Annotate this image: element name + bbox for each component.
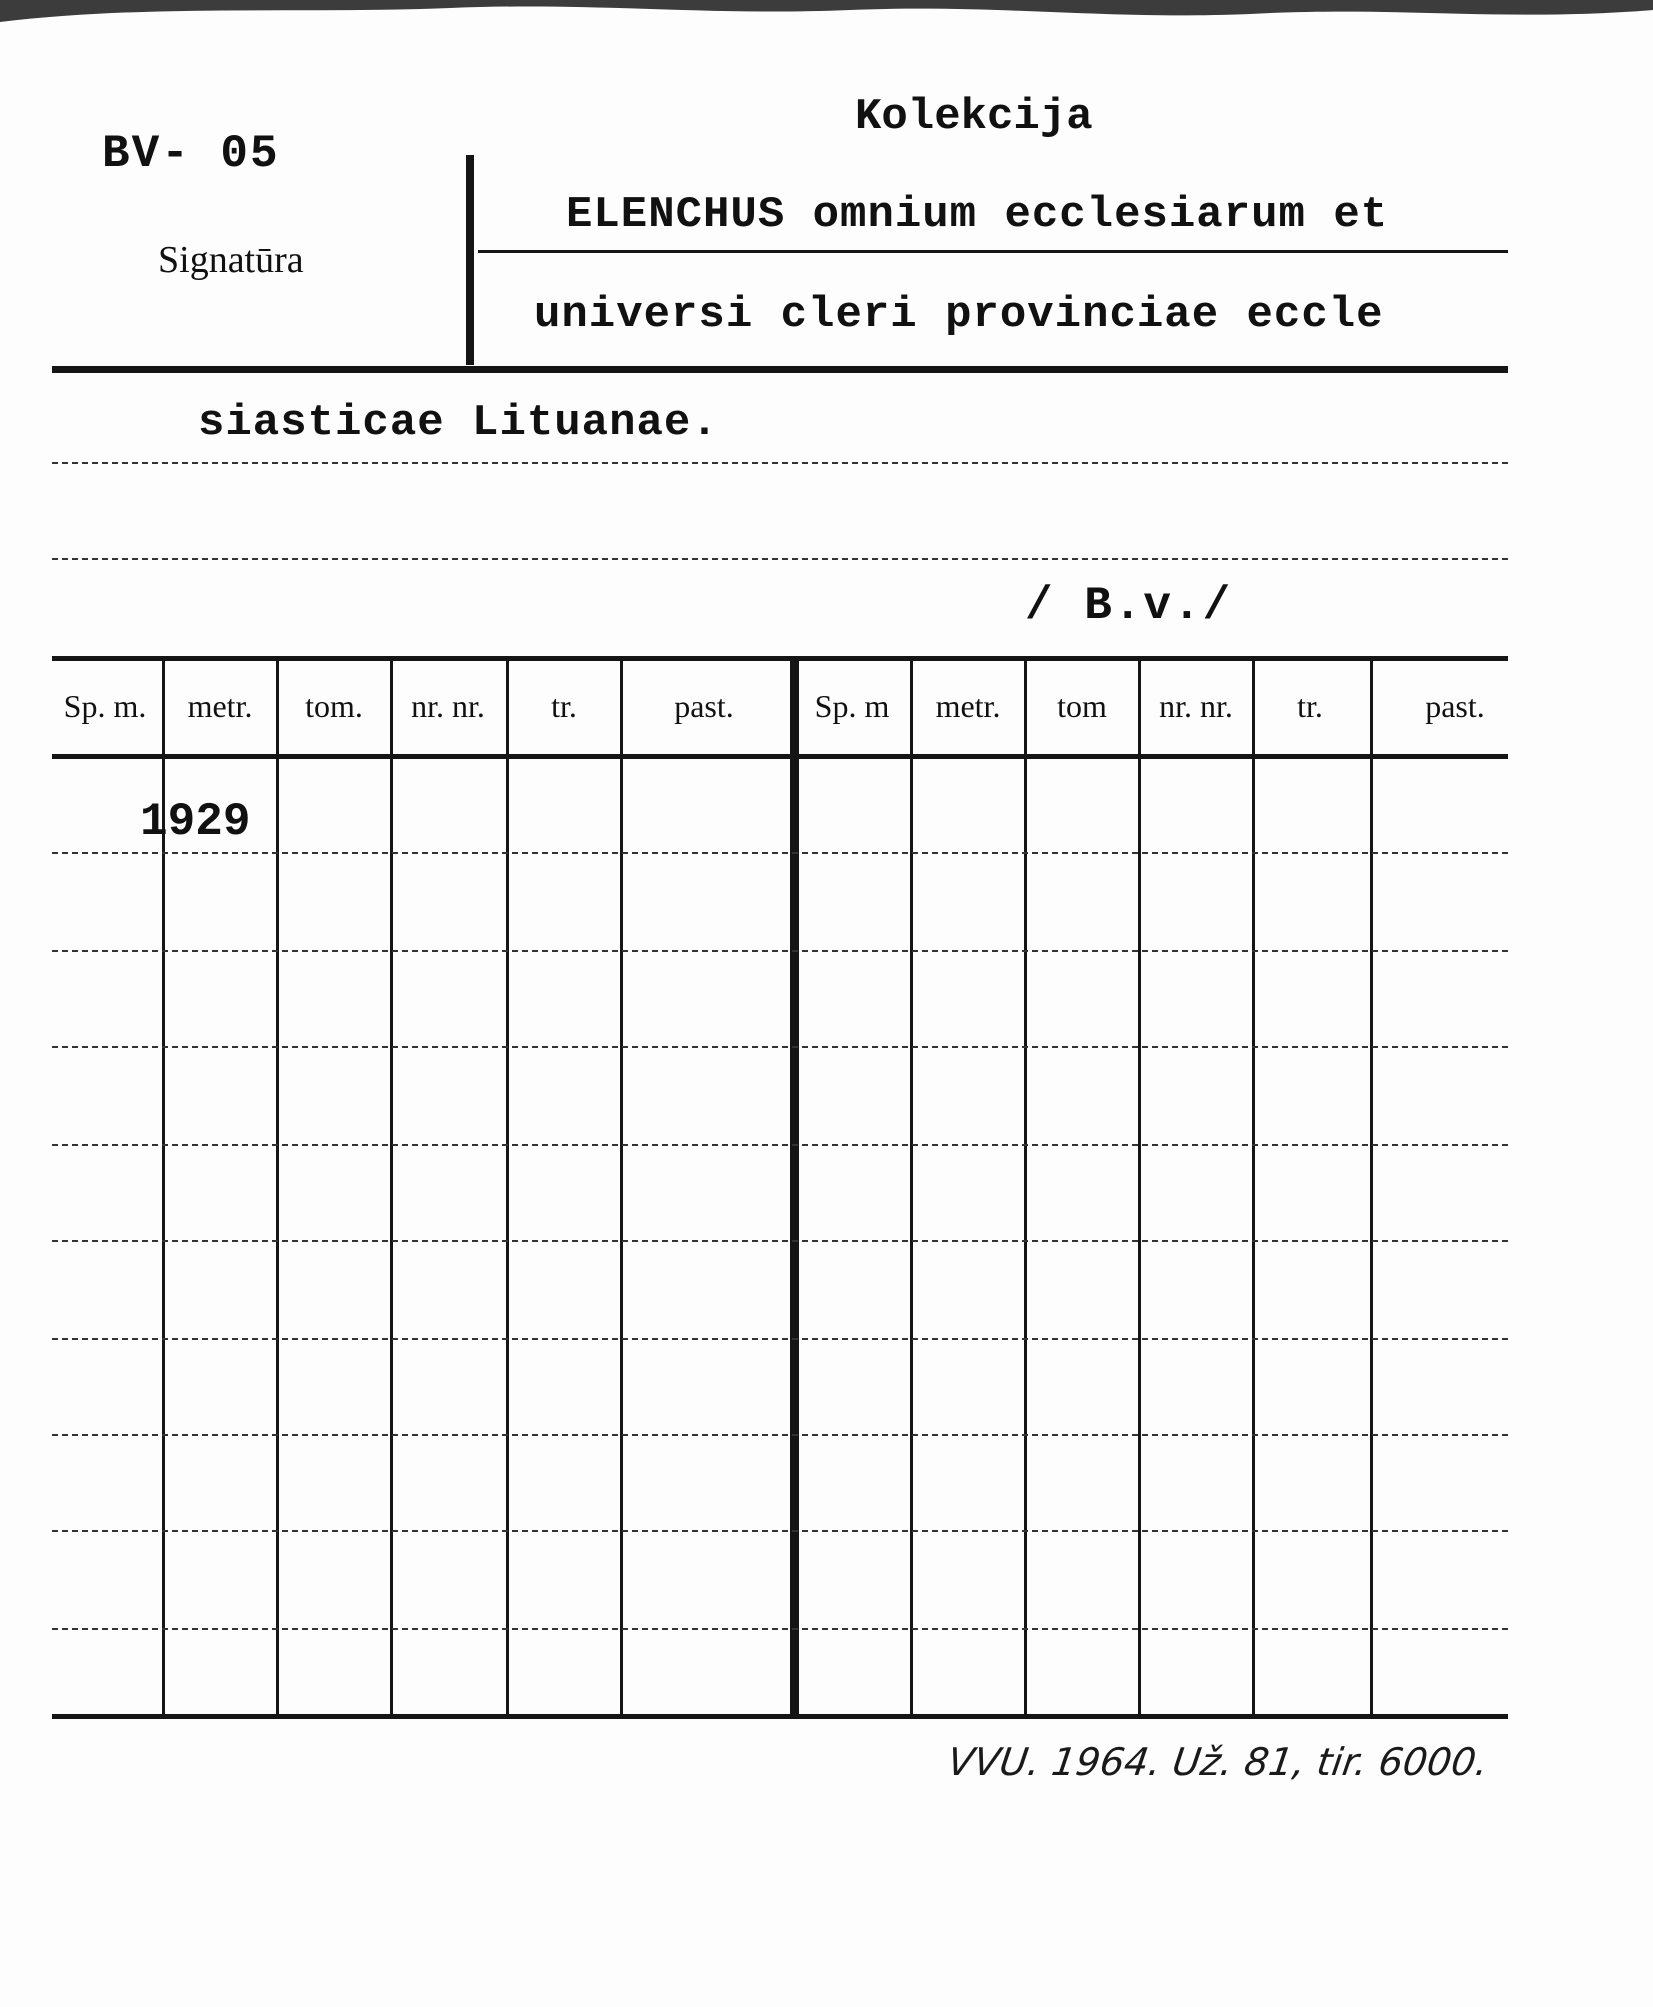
title-line-2: universi cleri provinciae eccle (534, 290, 1384, 340)
column-divider (1024, 661, 1027, 1714)
header-bottom-rule (52, 366, 1508, 373)
table-cell-entry: 1929 (140, 796, 251, 848)
signature-label: Signatūra (158, 239, 304, 281)
column-header-nr-nr-2: nr. nr. (1159, 688, 1233, 724)
table-row-line (52, 852, 1508, 854)
table-row-line (52, 1046, 1508, 1048)
column-header-sp-m-2: Sp. m (814, 688, 890, 724)
column-divider (506, 661, 509, 1714)
title-underline-1 (478, 250, 1508, 253)
archive-note: VVU. 1964. Už. 81, tir. 6000. (944, 1740, 1491, 1784)
table-row-line (52, 1530, 1508, 1532)
title-line-1: ELENCHUS omnium ecclesiarum et (566, 190, 1389, 240)
column-header-metr-2: metr. (935, 688, 1001, 724)
signature-code: BV- 05 (102, 128, 280, 180)
column-header-tr-2: tr. (1297, 688, 1323, 724)
torn-top-edge (0, 0, 1653, 40)
column-divider (1370, 661, 1373, 1714)
collection-label: Kolekcija (855, 92, 1093, 142)
blank-line (52, 558, 1508, 560)
table-row-line (52, 950, 1508, 952)
column-divider (790, 661, 799, 1714)
column-header-past: past. (674, 688, 734, 724)
column-header-sp-m: Sp. m. (63, 688, 147, 724)
table-row-line (52, 1434, 1508, 1436)
table-header-rule (52, 754, 1508, 759)
table-row-line (52, 1628, 1508, 1630)
table-row-line (52, 1144, 1508, 1146)
fond-code: / B.v./ (1025, 580, 1233, 632)
column-divider (1252, 661, 1255, 1714)
title-line-3: siasticae Lituanae. (198, 398, 719, 448)
column-divider (910, 661, 913, 1714)
column-header-metr: metr. (187, 688, 253, 724)
column-header-nr-nr: nr. nr. (411, 688, 485, 724)
table-top-rule (52, 656, 1508, 661)
header-vertical-divider (466, 155, 474, 365)
column-divider (1138, 661, 1141, 1714)
table-bottom-rule (52, 1714, 1508, 1719)
title-underline-3 (52, 462, 1508, 464)
column-divider (390, 661, 393, 1714)
column-header-tom: tom. (305, 688, 363, 724)
table-row-line (52, 1338, 1508, 1340)
table-row-line (52, 1240, 1508, 1242)
column-divider (276, 661, 279, 1714)
column-header-tom-2: tom (1057, 688, 1107, 724)
column-header-past-2: past. (1425, 688, 1485, 724)
column-divider (620, 661, 623, 1714)
column-header-tr: tr. (551, 688, 577, 724)
